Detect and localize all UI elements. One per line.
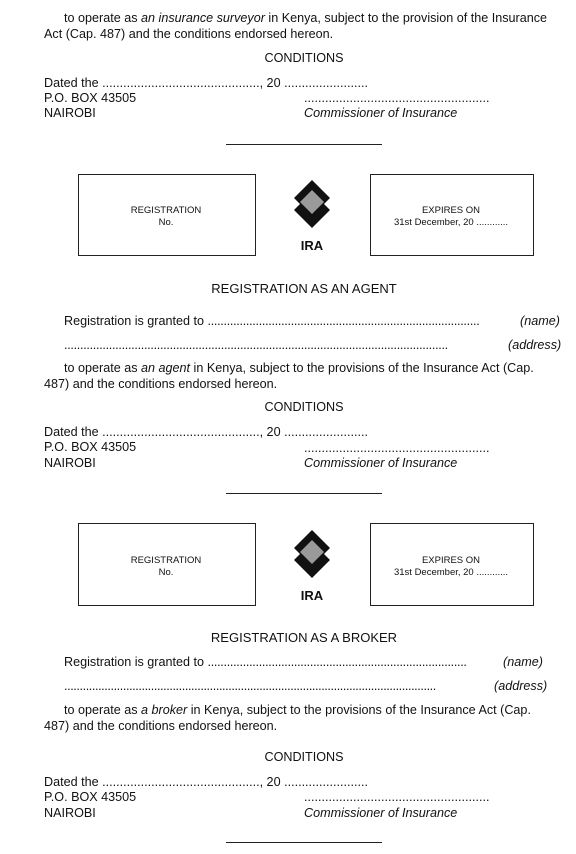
clause-text: in Kenya, subject to the provisions of the Insurance Act (Cap. bbox=[187, 703, 531, 717]
signature-dots: ..................................................... bbox=[304, 91, 490, 105]
registration-box-label bbox=[78, 205, 254, 229]
granted-dots: ..................................................................................... bbox=[207, 314, 480, 328]
surveyor-clause-line2: Act (Cap. 487) and the conditions endorsed hereon. bbox=[44, 27, 334, 41]
registration-label: REGISTRATION bbox=[130, 555, 202, 566]
granted-dots: ................................................................................. bbox=[207, 655, 467, 669]
po-box: P.O. BOX 43505 bbox=[44, 91, 137, 105]
name-label: (name) bbox=[503, 655, 543, 669]
dated-line: Dated the ............................................., 20 ........................ bbox=[44, 775, 369, 789]
agent-clause-line2: 487) and the conditions endorsed hereon. bbox=[44, 377, 278, 391]
city: NAIROBI bbox=[44, 806, 96, 820]
ira-logo-text: IRA bbox=[300, 588, 324, 603]
clause-text: in Kenya, subject to the provision of the Insurance bbox=[264, 11, 548, 25]
conditions-heading: CONDITIONS bbox=[264, 400, 344, 414]
agent-granted-line bbox=[64, 314, 479, 328]
expires-on-label: EXPIRES ON bbox=[421, 555, 481, 566]
ira-logo-icon bbox=[290, 178, 334, 234]
clause-role: an insurance surveyor bbox=[141, 11, 265, 25]
conditions-heading: CONDITIONS bbox=[264, 51, 344, 65]
expiry-box-label bbox=[370, 555, 532, 579]
ira-logo-icon bbox=[290, 528, 334, 584]
registration-number-label: No. bbox=[158, 217, 174, 228]
city: NAIROBI bbox=[44, 106, 96, 120]
registration-box-label bbox=[78, 555, 254, 579]
signature-dots: ..................................................... bbox=[304, 790, 490, 804]
agent-name-label bbox=[520, 314, 560, 328]
broker-address-label bbox=[494, 679, 547, 693]
signature-dots: ..................................................... bbox=[304, 441, 490, 455]
commissioner-label bbox=[304, 806, 457, 820]
signature-rule bbox=[226, 842, 382, 843]
clause-role: a broker bbox=[141, 703, 188, 717]
granted-label: Registration is granted to bbox=[64, 655, 205, 669]
signature-rule bbox=[226, 144, 382, 145]
commissioner-text: Commissioner of Insurance bbox=[304, 106, 458, 120]
clause-text: in Kenya, subject to the provisions of the Insurance Act (Cap. bbox=[190, 361, 534, 375]
broker-address-dots: ........................................................................................................................ bbox=[64, 679, 436, 693]
agent-address-dots: ........................................................................................................................ bbox=[64, 338, 448, 352]
clause-text: to operate as bbox=[64, 703, 142, 717]
broker-heading: REGISTRATION AS A BROKER bbox=[210, 630, 398, 645]
broker-clause-line2: 487) and the conditions endorsed hereon. bbox=[44, 719, 278, 733]
address-label: (address) bbox=[508, 338, 562, 352]
dated-line: Dated the ............................................., 20 ........................ bbox=[44, 76, 369, 90]
dated-line: Dated the ............................................., 20 ........................ bbox=[44, 425, 369, 439]
granted-label: Registration is granted to bbox=[64, 314, 205, 328]
city: NAIROBI bbox=[44, 456, 96, 470]
broker-clause-line1 bbox=[64, 703, 531, 717]
ira-logo-text: IRA bbox=[300, 238, 324, 253]
address-label: (address) bbox=[494, 679, 548, 693]
commissioner-text: Commissioner of Insurance bbox=[304, 806, 458, 820]
registration-label: REGISTRATION bbox=[130, 205, 202, 216]
commissioner-label bbox=[304, 456, 457, 470]
clause-role: an agent bbox=[141, 361, 191, 375]
name-label: (name) bbox=[520, 314, 560, 328]
expiry-box-label bbox=[370, 205, 532, 229]
expires-on-label: EXPIRES ON bbox=[421, 205, 481, 216]
commissioner-text: Commissioner of Insurance bbox=[304, 456, 458, 470]
agent-address-label bbox=[508, 338, 561, 352]
broker-granted-line bbox=[64, 655, 467, 669]
agent-clause-line1 bbox=[64, 361, 534, 375]
commissioner-label bbox=[304, 106, 457, 120]
expiry-date-label: 31st December, 20 ............ bbox=[393, 567, 509, 578]
signature-rule bbox=[226, 493, 382, 494]
agent-heading: REGISTRATION AS AN AGENT bbox=[211, 281, 397, 296]
broker-name-label bbox=[503, 655, 543, 669]
clause-text: to operate as bbox=[64, 11, 142, 25]
registration-number-label: No. bbox=[158, 567, 174, 578]
po-box: P.O. BOX 43505 bbox=[44, 790, 137, 804]
expiry-date-label: 31st December, 20 ............ bbox=[393, 217, 509, 228]
po-box: P.O. BOX 43505 bbox=[44, 440, 137, 454]
conditions-heading: CONDITIONS bbox=[264, 750, 344, 764]
clause-text: to operate as bbox=[64, 361, 142, 375]
surveyor-clause-line1 bbox=[64, 11, 547, 25]
